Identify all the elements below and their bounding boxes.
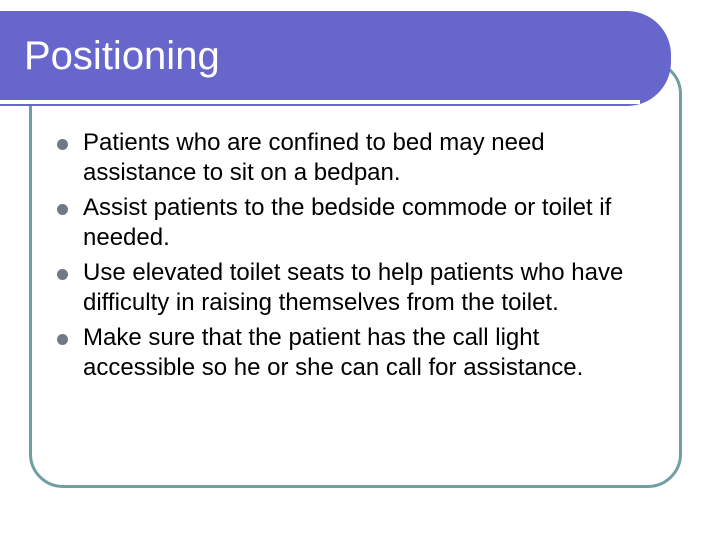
bullet-item <box>56 258 656 318</box>
bullet-dot-icon <box>57 204 68 215</box>
bullet-text: Make sure that the patient has the call light accessible so he or she can call for assistance. <box>83 324 584 381</box>
bullet-text: Assist patients to the bedside commode or toilet if needed. <box>83 194 612 251</box>
bullet-list <box>56 128 656 388</box>
bullet-item <box>56 193 656 253</box>
bullet-text: Patients who are confined to bed may need assistance to sit on a bedpan. <box>83 129 545 186</box>
slide-title: Positioning <box>24 34 220 78</box>
title-underline <box>0 100 640 104</box>
bullet-item <box>56 323 656 383</box>
bullet-item <box>56 128 656 188</box>
bullet-dot-icon <box>57 139 68 150</box>
bullet-dot-icon <box>57 334 68 345</box>
bullet-dot-icon <box>57 269 68 280</box>
bullet-text: Use elevated toilet seats to help patients who have difficulty in raising themselves from the toilet. <box>83 259 624 316</box>
